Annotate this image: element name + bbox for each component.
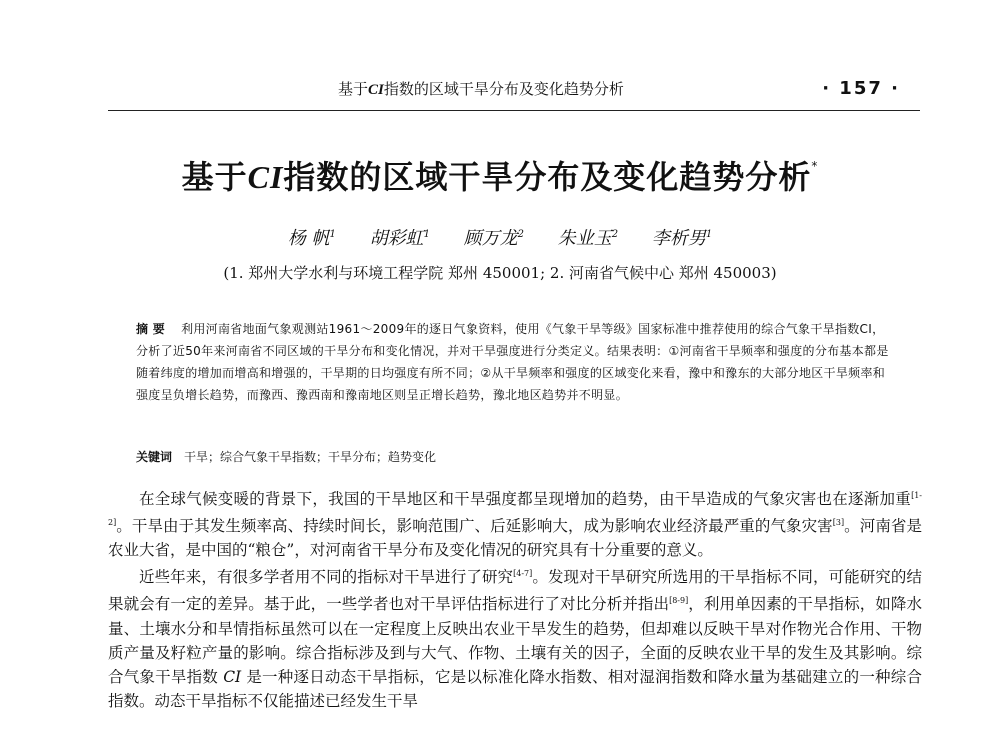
keywords [136, 448, 892, 465]
title-footnote-mark: * [811, 159, 819, 173]
affiliations: (1. 郑州大学水利与环境工程学院 郑州 450001; 2. 河南省气候中心 郑州 450003) [223, 264, 777, 282]
running-title: 基于CI指数的区域干旱分布及变化趋势分析 [338, 80, 624, 98]
abstract-label: 摘 要 [136, 322, 166, 336]
author: 杨 帆$^1$ [287, 228, 336, 249]
citation: [1-2] [108, 491, 922, 528]
page-number: · 157 · [822, 78, 900, 99]
author: 朱业玉$^2$ [557, 228, 619, 249]
abstract-text: 利用河南省地面气象观测站1961～2009年的逐日气象资料，使用《气象干旱等级》国家标准中推荐使用的综合气象干旱指数CI，分析了近50年来河南省不同区域的干旱分布和变化情况，并对干旱强度进行分类定义。结果表明：①河南省干旱频率和强度的分布基本都是随着纬度的增加而增高和增强的，干旱期的日均强度有所不同；②从干旱频率和强度的区域变化来看，豫中和豫东的大部分地区干旱频率和强度呈负增长趋势，而豫西、豫西南和豫南地区则呈正增长趋势，豫北地区趋势并不明显。 [136, 322, 889, 402]
body-text [108, 484, 922, 713]
citation: [8-9] [669, 596, 689, 606]
author: 胡彩虹$^1$ [369, 228, 430, 249]
paragraph: 在全球气候变暖的背景下，我国的干旱地区和干旱强度都呈现增加的趋势，由干旱造成的气象灾害也在逐渐加重[1-2]。干旱由于其发生频率高、持续时间长，影响范围广、后延影响大，成为影响农业经济最严重的气象灾害[3]。河南省是农业大省，是中国的“粮仓”，对河南省干旱分布及变化情况的研究具有十分重要的意义。 [108, 490, 922, 560]
keywords-text: 干旱；综合气象干旱指数；干旱分布；趋势变化 [184, 450, 437, 464]
paragraph: 近些年来，有很多学者用不同的指标对干旱进行了研究[4-7]。发现对干旱研究所选用的干旱指标不同，可能研究的结果就会有一定的差异。基于此，一些学者也对干旱评估指标进行了对比分析并指出[8-9]，利用单因素的干旱指标，如降水量、土壤水分和旱情指标虽然可以在一定程度上反映出农业干旱发生的趋势，但却难以反映干旱对作物光合作用、干物质产量及籽粒产量的影响。综合指标涉及到与大气、作物、土壤有关的因子，全面的反映农业干旱的发生及其影响。综合气象干旱指数 CI 是一种逐日动态干旱指标，它是以标准化降水指数、相对湿润指数和降水量为基础建立的一种综合指数。动态干旱指标不仅能描述已经发生干旱 [108, 568, 922, 710]
abstract [136, 318, 892, 406]
citation: [3] [832, 518, 845, 528]
citation: [4-7] [513, 569, 533, 579]
keywords-label: 关键词 [136, 450, 173, 464]
running-header [338, 78, 900, 99]
author: 顾万龙$^2$ [463, 228, 525, 249]
paper-title: 基于CI指数的区域干旱分布及变化趋势分析* [181, 158, 819, 196]
header-rule [108, 110, 920, 111]
author: 李析男$^1$ [651, 228, 713, 249]
author-list [0, 224, 1000, 250]
